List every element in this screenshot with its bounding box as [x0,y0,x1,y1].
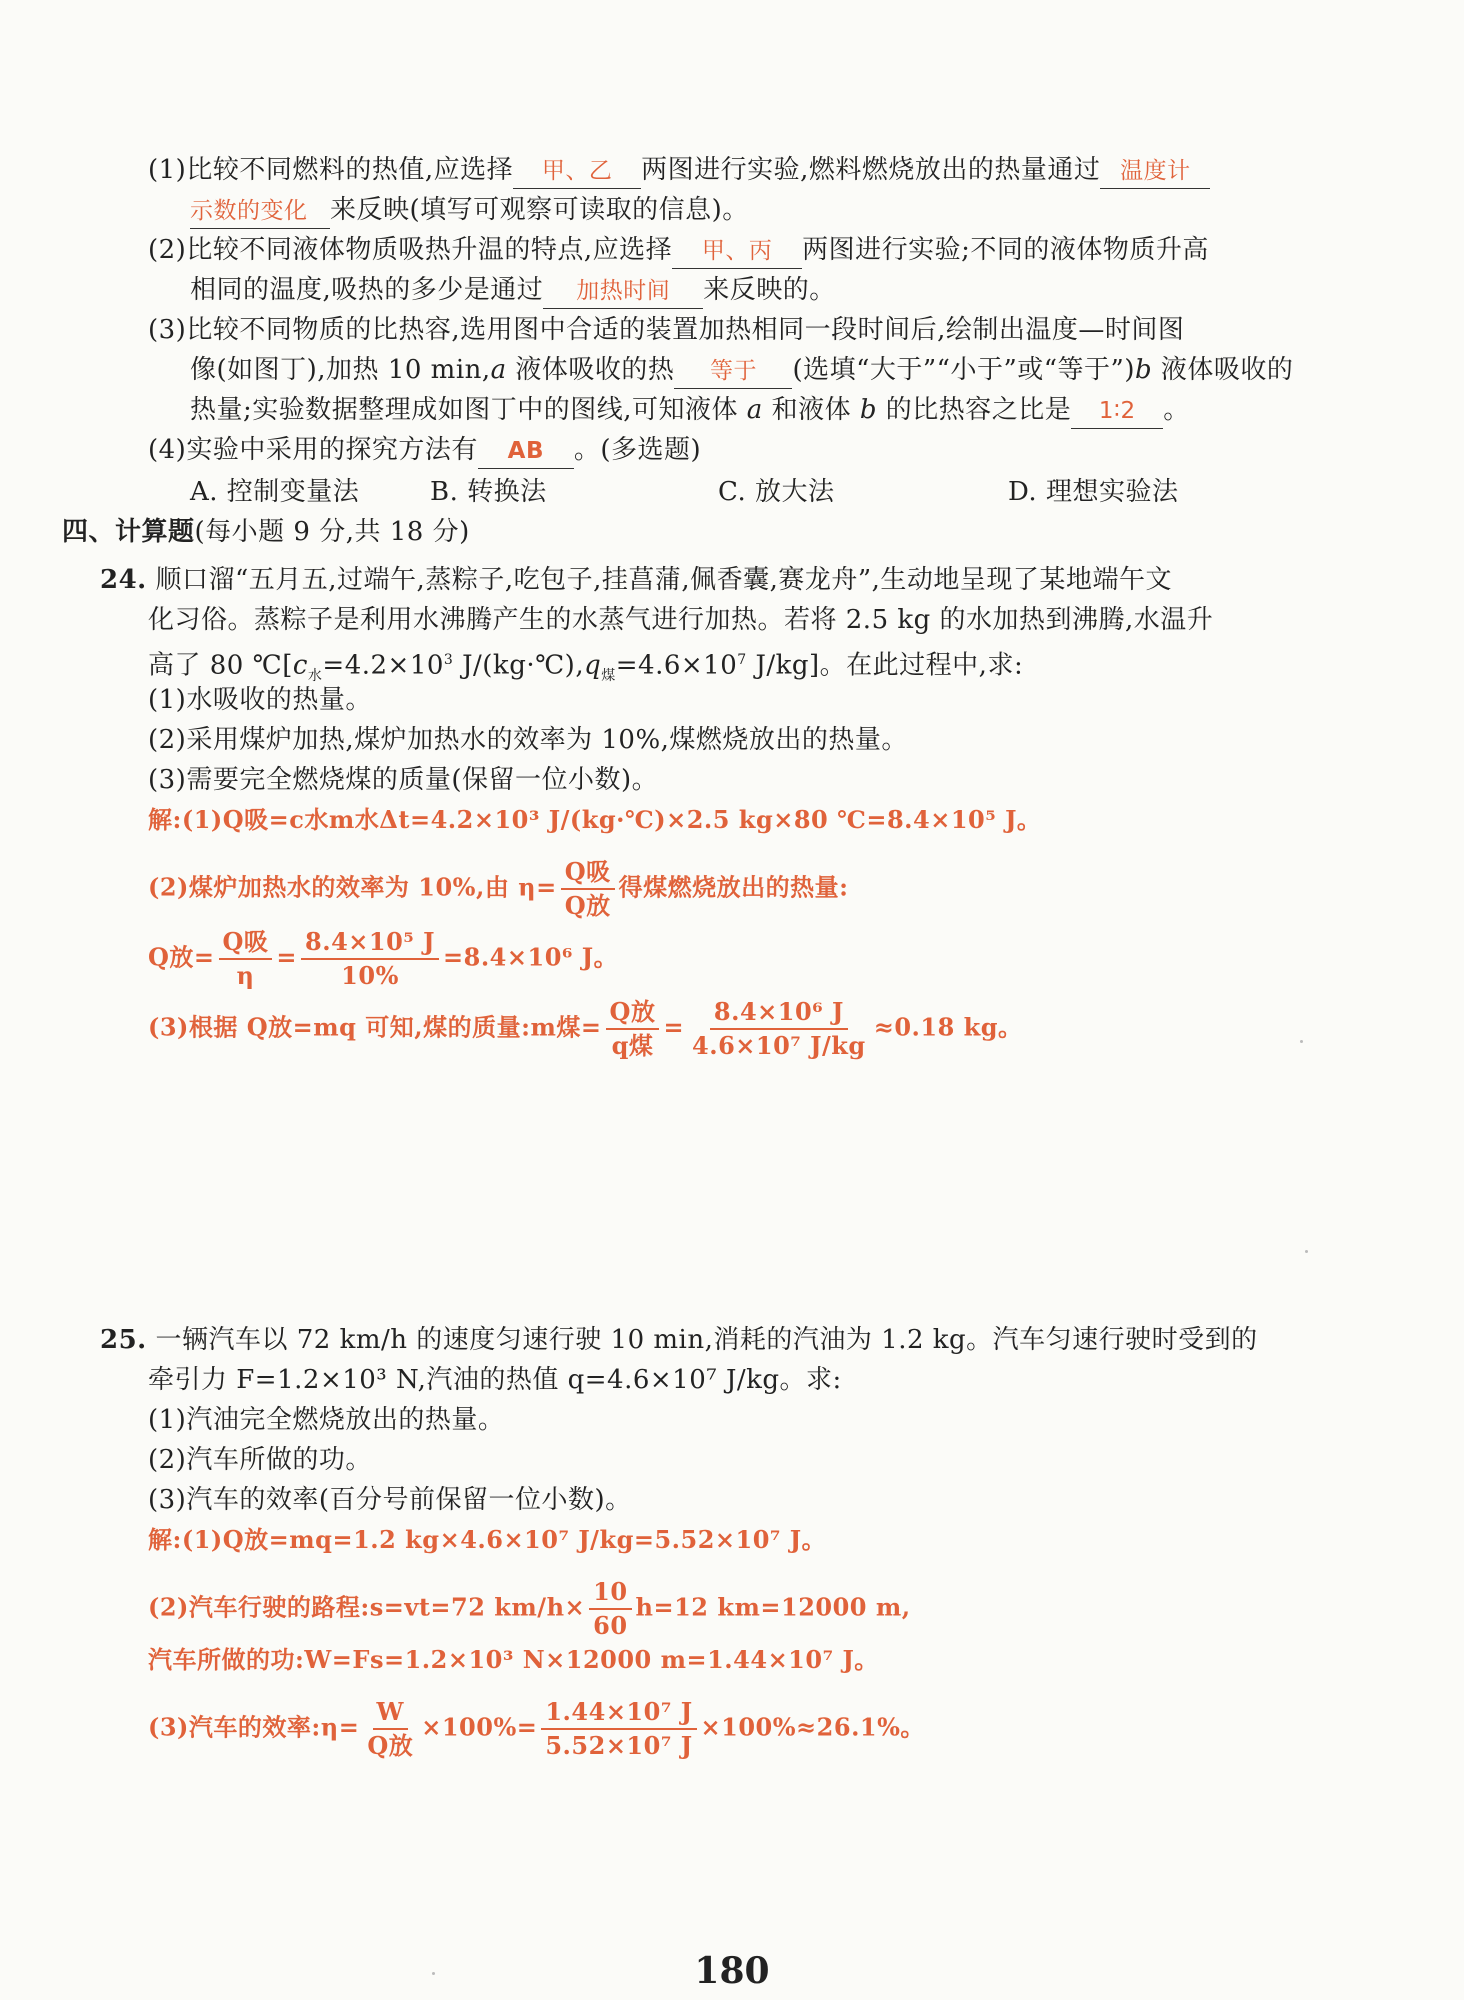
var-b: b [1134,355,1153,385]
q23-p2-text-a: (2)比较不同液体物质吸热升温的特点,应选择 [148,235,673,265]
q23-p3-l2c: (选填“大于”“小于”或“等于”) [792,355,1135,385]
fraction [606,997,660,1060]
fraction [688,997,870,1060]
q24-answer-4 [148,997,1023,1060]
q23-option-a: A. 控制变量法 [190,477,360,507]
page-number: 180 [694,1950,770,1992]
q24-a4c: ≈0.18 kg。 [873,1012,1023,1042]
q23-part2-line1 [148,230,1209,270]
fraction [541,1697,696,1760]
q23-p3-l3b: 和液体 [762,395,860,425]
q24-sub2: (2)采用煤炉加热,煤炉加热水的效率为 10%,煤燃烧放出的热量。 [148,725,908,755]
q23-p2-answer-1: 甲、丙 [672,234,802,269]
numerator: 10 [589,1580,631,1610]
q23-p3-l2a: 像(如图丁),加热 10 min, [190,355,491,385]
q23-part4-line1 [148,430,701,470]
q25-line2: 牵引力 F=1.2×10³ N,汽油的热值 q=4.6×10⁷ J/kg。求: [148,1365,842,1395]
q23-p2-text-b: 两图进行实验;不同的液体物质升高 [802,235,1209,265]
fraction [589,1577,631,1640]
q24-l3d: J/(kg·℃), [453,650,585,681]
q25-answer-2 [148,1577,911,1640]
q25-answer-4 [148,1697,925,1760]
q23-p1-answer-1: 甲、乙 [513,154,641,189]
section-header [62,512,470,552]
numerator: Q吸 [219,930,273,960]
denominator: 4.6×10⁷ J/kg [692,1031,866,1060]
q24-l3f: J/kg]。在此过程中,求: [746,650,1024,681]
section-title: 四、计算题 [62,517,195,547]
q23-option-c: C. 放大法 [718,477,835,507]
numerator: Q吸 [561,860,615,890]
q24-a4a: (3)根据 Q放=mq 可知,煤的质量:m煤= [148,1012,602,1042]
q25-answer-1: 解:(1)Q放=mq=1.2 kg×4.6×10⁷ J/kg=5.52×10⁷ J。 [148,1525,827,1554]
q23-p3-l3d: 。 [1163,395,1190,425]
q23-part1-line2 [190,190,749,230]
exp-3: 3 [443,652,454,668]
q24-a2a: (2)煤炉加热水的效率为 10%,由 η= [148,872,557,902]
q23-option-d: D. 理想实验法 [1008,477,1179,507]
q23-part1-line1 [148,150,1210,190]
q23-part2-line2 [190,270,836,310]
q25-sub3: (3)汽车的效率(百分号前保留一位小数)。 [148,1485,632,1515]
var-b-2: b [859,395,877,425]
q23-part3-line1: (3)比较不同物质的比热容,选用图中合适的装置加热相同一段时间后,绘制出温度—时间图 [148,315,1185,345]
denominator: 10% [341,961,399,990]
q24-answer-1: 解:(1)Q吸=c水m水Δt=4.2×10³ J/(kg·℃)×2.5 kg×80 ℃=8.4×10⁵ J。 [148,805,1042,834]
q25-a4a: (3)汽车的效率:η= [148,1712,360,1742]
sub-coal: 煤 [601,667,616,684]
fraction [301,927,439,990]
q24-l3b: =4.2×10 [322,650,444,681]
q23-part3-line2 [190,350,1293,390]
q24-number: 24. [100,565,147,595]
denominator: 60 [593,1611,628,1640]
denominator: Q放 [367,1731,414,1760]
numerator: 8.4×10⁶ J [710,1000,848,1030]
q25-sub1: (1)汽油完全燃烧放出的热量。 [148,1405,505,1435]
denominator: 5.52×10⁷ J [545,1731,693,1760]
q23-p3-l2d: 液体吸收的 [1152,355,1294,385]
q24-line1 [100,560,1172,600]
numerator: Q放 [606,1000,660,1030]
q23-part3-line3 [190,390,1190,430]
numerator: 1.44×10⁷ J [541,1700,696,1730]
q24-answer-2 [148,857,849,920]
var-c: c [292,650,308,681]
q25-sub2: (2)汽车所做的功。 [148,1445,372,1475]
denominator: Q放 [564,891,611,920]
q25-answer-3: 汽车所做的功:W=Fs=1.2×10³ N×12000 m=1.44×10⁷ J。 [148,1645,879,1674]
q23-p4-answer: AB [478,434,574,469]
q23-p2-answer-2: 加热时间 [543,274,703,309]
q23-p1-text-a: (1)比较不同燃料的热值,应选择 [148,155,514,185]
q24-line2: 化习俗。蒸粽子是利用水沸腾产生的水蒸气进行加热。若将 2.5 kg 的水加热到沸腾,水温升 [148,605,1214,635]
q24-a3a: Q放= [148,942,215,972]
q23-p3-l3a: 热量;实验数据整理成如图丁中的图线,可知液体 [190,395,747,425]
q24-sub1: (1)水吸收的热量。 [148,685,372,715]
q25-a2a: (2)汽车行驶的路程:s=vt=72 km/h× [148,1592,586,1622]
q25-text-1: 一辆汽车以 72 km/h 的速度匀速行驶 10 min,消耗的汽油为 1.2 kg。汽车匀速行驶时受到的 [155,1325,1258,1355]
q24-a2b: 得煤燃烧放出的热量: [618,872,849,902]
q23-p2-text-d: 来反映的。 [703,275,836,305]
denominator: q煤 [611,1031,654,1060]
q23-p3-answer-2: 1∶2 [1071,394,1163,429]
q25-a2b: h=12 km=12000 m, [635,1592,911,1622]
denominator: η [236,961,255,990]
sub-water: 水 [307,667,323,684]
q24-answer-3 [148,927,619,990]
q25-line1 [100,1320,1258,1360]
q23-p2-text-c: 相同的温度,吸热的多少是通过 [190,275,544,305]
q23-p1-answer-2b: 示数的变化 [190,194,330,229]
scan-speck [1305,1250,1308,1253]
var-a: a [490,355,507,385]
q24-l3e: =4.6×10 [615,650,738,681]
q24-l3a: 高了 80 ℃[ [148,650,293,681]
fraction [363,1697,417,1760]
var-a-2: a [746,395,763,425]
q23-p4-text-a: (4)实验中采用的探究方法有 [148,435,478,465]
equals: = [663,1012,685,1042]
q25-a4b: ×100%= [421,1712,538,1742]
q24-text-1: 顺口溜“五月五,过端午,蒸粽子,吃包子,挂菖蒲,佩香囊,赛龙舟”,生动地呈现了某地端午文 [155,565,1172,595]
numerator: 8.4×10⁵ J [301,930,439,960]
numerator: W [373,1700,408,1730]
var-q: q [584,650,602,681]
equals: = [276,942,298,972]
q23-p4-text-b: 。(多选题) [573,435,702,465]
q23-option-b: B. 转换法 [430,477,547,507]
q25-number: 25. [100,1325,147,1355]
q24-sub3: (3)需要完全燃烧煤的质量(保留一位小数)。 [148,765,659,795]
exp-7: 7 [737,652,747,668]
q25-a4c: ×100%≈26.1%。 [700,1712,925,1742]
q23-p3-l2b: 液体吸收的热 [506,355,675,385]
q24-a3c: =8.4×10⁶ J。 [443,942,619,972]
fraction [219,927,273,990]
q23-p1-text-c: 来反映(填写可观察可读取的信息)。 [330,195,749,225]
q23-p1-answer-2a: 温度计 [1100,154,1210,189]
q23-p3-l3c: 的比热容之比是 [877,395,1072,425]
scan-speck [1300,1040,1303,1043]
scan-speck [432,1972,435,1975]
section-note: (每小题 9 分,共 18 分) [194,517,470,547]
q23-p1-text-b: 两图进行实验,燃料燃烧放出的热量通过 [641,155,1101,185]
fraction [561,857,615,920]
q23-p3-answer-1: 等于 [674,354,792,389]
